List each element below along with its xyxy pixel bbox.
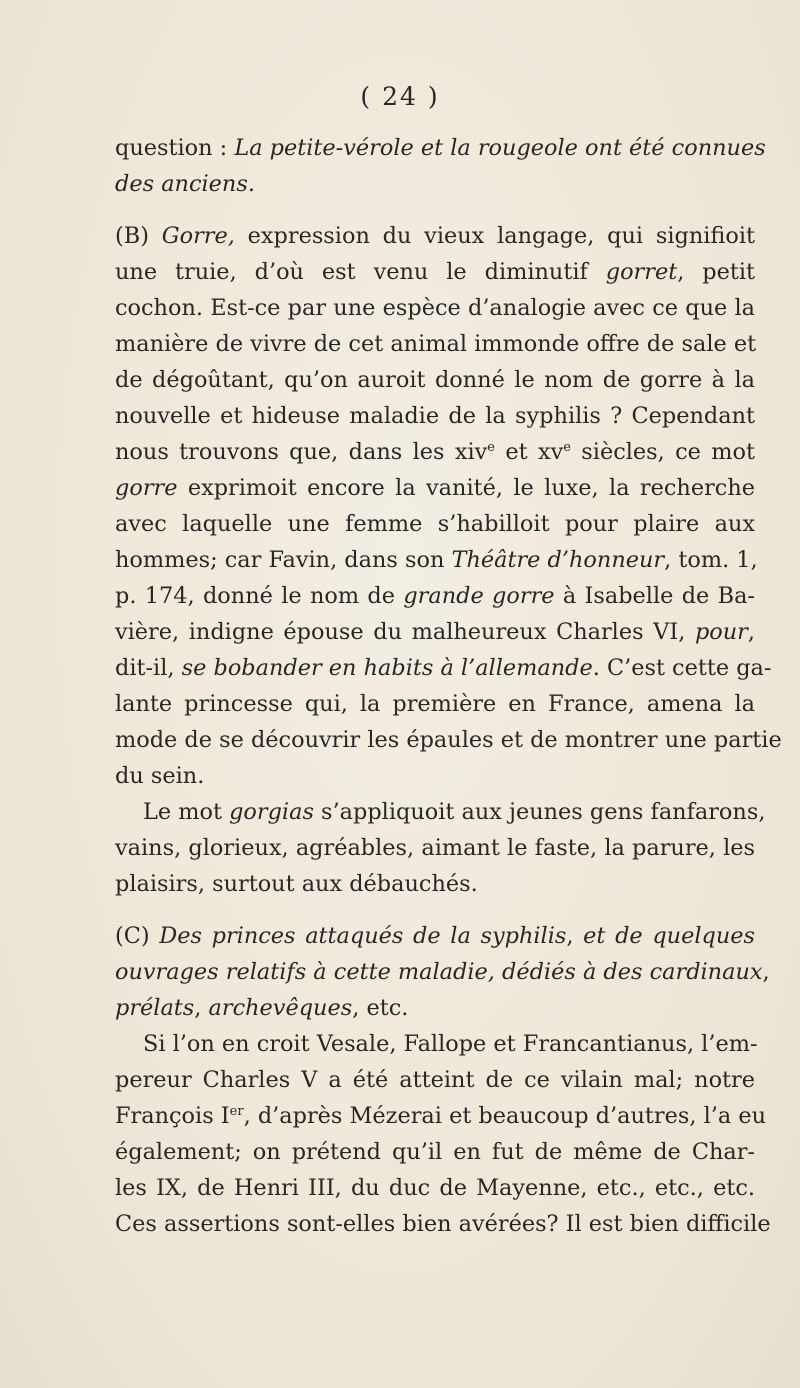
para-b2: [115, 794, 766, 902]
text-line: (C) Des princes attaqués de la syphilis, et de quelques: [115, 923, 755, 949]
para-c2: [115, 1026, 771, 1242]
para-a: [115, 130, 766, 202]
text-line: Le mot gorgias s’appliquoit aux jeunes gens fanfarons,: [143, 799, 766, 825]
text-line: cochon. Est-ce par une espèce d’analogie avec ce que la: [115, 295, 755, 321]
italic-text: gorgias: [229, 799, 314, 825]
page-number: ( 24 ): [360, 82, 440, 111]
superscript: er: [229, 1104, 244, 1119]
text-line: nouvelle et hideuse maladie de la syphilis ? Cependant: [115, 403, 755, 429]
italic-text: grande gorre: [403, 583, 555, 609]
text-line: également; on prétend qu’il en fut de même de Char-: [115, 1139, 755, 1165]
text-line: du sein.: [115, 763, 205, 789]
italic-text: ouvrages relatifs à cette maladie, dédiés à des cardinaux: [115, 959, 763, 985]
superscript: e: [487, 440, 495, 455]
text-line: François Ier, d’après Mézerai et beaucoup d’autres, l’a eu: [115, 1103, 766, 1129]
text-line: manière de vivre de cet animal immonde offre de sale et: [115, 331, 757, 357]
italic-text: se bobander en habits à l’allemande: [181, 655, 593, 681]
text-line: une truie, d’où est venu le diminutif gorret, petit: [115, 259, 755, 285]
italic-text: archevêques: [208, 995, 353, 1021]
italic-text: et de quelques: [583, 923, 755, 949]
text-line: [115, 166, 755, 202]
text-line: Si l’on en croit Vesale, Fallope et Francantianus, l’em-: [143, 1031, 758, 1057]
para-b: [115, 218, 782, 794]
italic-text: prélats: [115, 995, 195, 1021]
text-line: vière, indigne épouse du malheureux Charles VI, pour,: [115, 619, 755, 645]
text-line: plaisirs, surtout aux débauchés.: [115, 871, 478, 897]
italic-text: des anciens.: [115, 171, 255, 197]
text-line: gorre exprimoit encore la vanité, le luxe, la recherche: [115, 475, 755, 501]
text-line: avec laquelle une femme s’habilloit pour plaire aux: [115, 511, 755, 537]
italic-text: pour: [694, 619, 748, 645]
text-line: les IX, de Henri III, du duc de Mayenne, etc., etc., etc.: [115, 1175, 755, 1201]
text-line: p. 174, donné le nom de grande gorre à Isabelle de Ba-: [115, 583, 755, 609]
italic-text: Des princes attaqués de la syphilis: [159, 923, 567, 949]
text-line: question : La petite-vérole et la rougeole ont été connues: [115, 135, 766, 161]
italic-text: La petite-vérole et la rougeole ont été connues: [234, 135, 766, 161]
text-line: prélats, archevêques, etc.: [115, 995, 409, 1021]
text-line: lante princesse qui, la première en France, amena la: [115, 691, 755, 717]
text-line: dit-il, se bobander en habits à l’allemande. C’est cette ga-: [115, 655, 772, 681]
para-c: [115, 918, 770, 1026]
text-line: de dégoûtant, qu’on auroit donné le nom de gorre à la: [115, 367, 755, 393]
text-line: (B) Gorre, expression du vieux langage, qui signifioit: [115, 223, 755, 249]
italic-text: gorret: [605, 259, 678, 285]
text-line: pereur Charles V a été atteint de ce vilain mal; notre: [115, 1067, 755, 1093]
text-line: vains, glorieux, agréables, aimant le faste, la parure, les: [115, 835, 755, 861]
text-line: hommes; car Favin, dans son Théâtre d’honneur, tom. 1,: [115, 547, 758, 573]
italic-text: Théâtre d’honneur: [451, 547, 665, 573]
text-line: Ces assertions sont-elles bien avérées? Il est bien difficile: [115, 1211, 771, 1237]
text-line: ouvrages relatifs à cette maladie, dédiés à des cardinaux,: [115, 959, 770, 985]
text-line: mode de se découvrir les épaules et de montrer une partie: [115, 727, 782, 753]
text-line: nous trouvons que, dans les xiv$^e$ et $xv^e$ siècles, ce mot: [115, 439, 755, 465]
italic-text: gorre: [115, 475, 178, 501]
superscript: e: [563, 440, 571, 455]
italic-text: Gorre,: [161, 223, 235, 249]
